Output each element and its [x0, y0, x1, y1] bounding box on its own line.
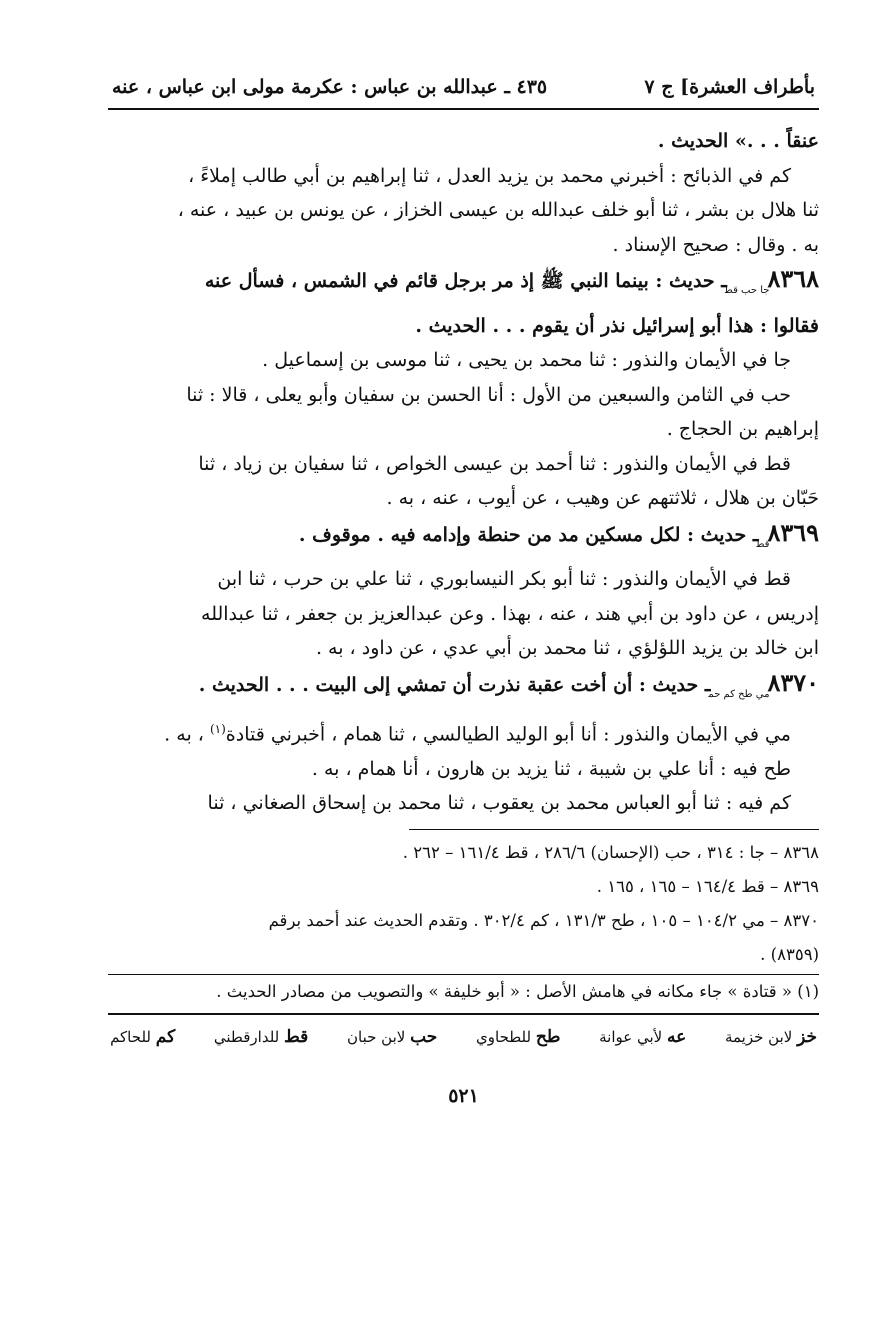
hadith-text: ـ حديث : أن أخت عقبة نذرت أن تمشي إلى البيت . . . الحديث .: [198, 673, 711, 696]
source-sigla: جا حب قط: [724, 285, 770, 296]
text-line: قط في الأيمان والنذور : ثنا أحمد بن عيسى الخواص ، ثنا سفيان بن زياد ، ثنا: [198, 452, 791, 475]
text-line: حَبّان بن هلال ، ثلاثتهم عن وهيب ، عن أيوب ، عنه ، به .: [386, 487, 819, 509]
key-item: طح للطحاوي: [476, 1026, 561, 1047]
text-line: كم في الذبائح : أخبرني محمد بن يزيد العدل ، ثنا إبراهيم بن أبي طالب إملاءً ،: [188, 164, 791, 187]
running-head: [108, 76, 819, 110]
reference-notes: [108, 836, 819, 972]
header-chapter: ٤٣٥ ـ عبدالله بن عباس : عكرمة مولى ابن عباس ، عنه: [112, 76, 548, 98]
text-line: طح فيه : أنا علي بن شيبة ، ثنا يزيد بن هارون ، أنا همام ، به .: [311, 757, 791, 780]
text-line: فقالوا : هذا أبو إسرائيل نذر أن يقوم . . . الحديث .: [415, 314, 819, 337]
note-8370: ٨٣٧٠ – مي ١٠٤/٢ – ١٠٥ ، طح ١٣١/٣ ، كم ٣٠٢/٤ . وتقدم الحديث عند أحمد برقم: [268, 910, 819, 930]
hadith-text: ـ حديث : لكل مسكين مد من حنطة وإدامه فيه . موقوف .: [298, 523, 759, 546]
text-line: قط في الأيمان والنذور : ثنا أبو بكر النيسابوري ، ثنا علي بن حرب ، ثنا ابن: [217, 568, 791, 590]
header-volume: بأطراف العشرة] ج ٧: [644, 76, 815, 98]
text-line: عنقاً . . .» الحديث .: [657, 130, 819, 152]
key-item: قط للدارقطني: [213, 1026, 309, 1047]
hadith-text: ـ حديث : بينما النبي ﷺ إذ مر برجل قائم في الشمس ، فسأل عنه: [204, 270, 727, 292]
line-text: مي في الأيمان والنذور : أنا أبو الوليد الطيالسي ، ثنا همام ، أخبرني قتادة: [225, 723, 791, 746]
text-line: ثنا هلال بن بشر ، ثنا أبو خلف عبدالله بن عيسى الخزاز ، عن يونس بن عبيد ، عنه ،: [177, 199, 819, 221]
note-8369: ٨٣٦٩ – قط ١٦٤/٤ – ١٦٥ ، ١٦٥ .: [596, 876, 819, 896]
page-number: ٥٢١: [448, 1084, 479, 1107]
hadith-number: ٨٣٧٠: [767, 667, 819, 697]
abbreviation-key: [108, 1027, 819, 1047]
text-line: إبراهيم بن الحجاج .: [666, 418, 819, 440]
hadith-8369: [108, 516, 819, 563]
source-sigla: قط: [756, 538, 770, 550]
text-line: كم فيه : ثنا أبو العباس محمد بن يعقوب ، ثنا محمد بن إسحاق الصغاني ، ثنا: [207, 792, 791, 815]
text-line: إدريس ، عن داود بن أبي هند ، عنه ، بهذا . وعن عبدالعزيز بن جعفر ، ثنا عبدالله: [201, 602, 819, 625]
text-line: [108, 712, 819, 752]
hadith-number: ٨٣٦٩: [767, 517, 819, 547]
key-item: حب لابن حبان: [347, 1026, 438, 1047]
main-text: [108, 124, 819, 821]
key-item: خز لابن خزيمة: [724, 1026, 817, 1047]
hadith-8368: [108, 262, 819, 309]
hadith-8370: [108, 666, 819, 713]
key-item: كم للحاكم: [110, 1026, 176, 1047]
hadith-number: ٨٣٦٨: [767, 264, 819, 293]
text-line: به . وقال : صحيح الإسناد .: [612, 233, 819, 256]
source-sigla: مي طح كم حم: [708, 688, 770, 700]
text-line: ابن خالد بن يزيد اللؤلؤي ، ثنا محمد بن أبي عدي ، عن داود ، به .: [315, 637, 819, 659]
text-line: حب في الثامن والسبعين من الأول : أنا الحسن بن سفيان وأبو يعلى ، قالا : ثنا: [186, 383, 791, 406]
note-8370-cont: (٨٣٥٩) .: [760, 944, 819, 964]
text-line: جا في الأيمان والنذور : ثنا محمد بن يحيى ، ثنا موسى بن إسماعيل .: [262, 349, 791, 371]
line-end: ، به .: [164, 723, 204, 746]
note-8368: ٨٣٦٨ – جا : ٣١٤ ، حب (الإحسان) ٢٨٦/٦ ، قط ١٦١/٤ – ٢٦٢ .: [402, 842, 819, 862]
footnote-marker: (١): [209, 722, 226, 736]
footnote: (١) « قتادة » جاء مكانه في هامش الأصل : « أبو خليفة » والتصويب من مصادر الحديث .: [108, 975, 819, 1015]
notes-divider: [409, 829, 819, 830]
key-item: عه لأبي عوانة: [599, 1026, 687, 1047]
